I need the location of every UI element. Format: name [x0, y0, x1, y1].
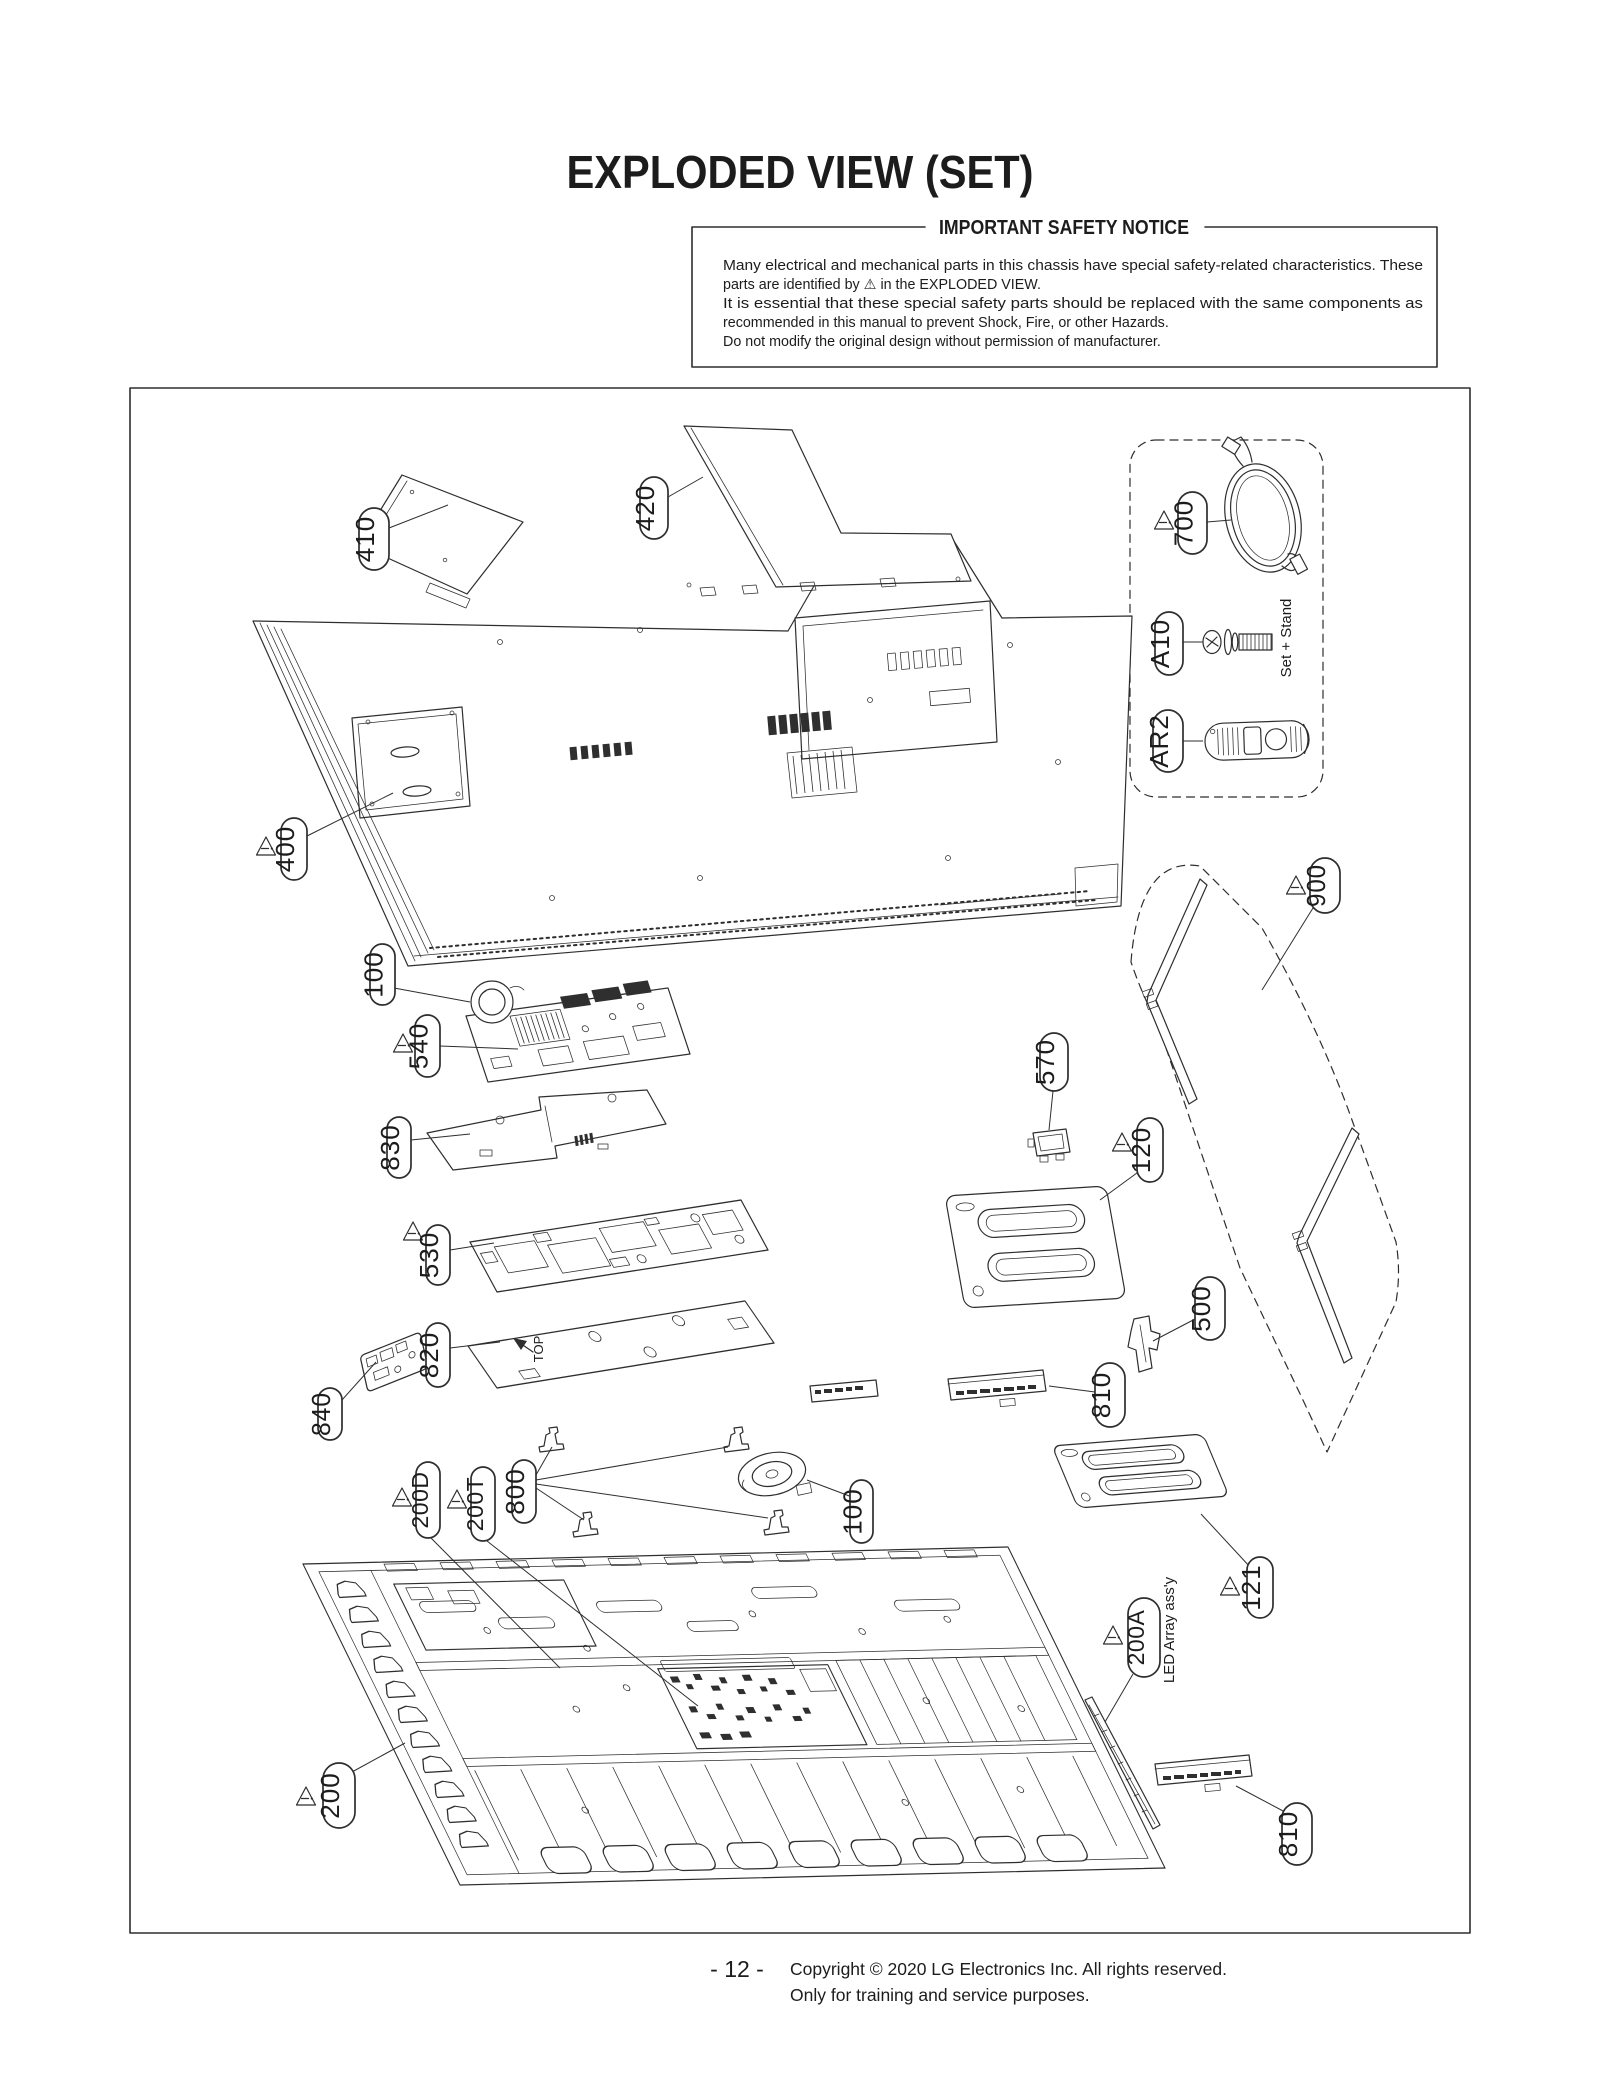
callout-100-fan-label: 100 — [837, 1488, 868, 1535]
callout-120-label: 120 — [1126, 1126, 1156, 1174]
callout-ar2-label: AR2 — [1144, 714, 1174, 768]
warning-triangle-icon — [297, 1787, 316, 1805]
callout-820-label: 820 — [414, 1331, 444, 1379]
callout-100-fan — [838, 1480, 874, 1543]
callout-200 — [297, 1763, 356, 1828]
callout-900 — [1287, 858, 1341, 913]
callout-121-label: 121 — [1236, 1564, 1266, 1611]
callout-500-label: 500 — [1186, 1285, 1216, 1332]
remote-control-art — [1204, 720, 1309, 761]
cover-420-art — [684, 426, 971, 596]
callout-420-label: 420 — [630, 484, 660, 532]
callout-ar2 — [1144, 710, 1183, 772]
callout-840 — [306, 1388, 342, 1440]
callout-500 — [1186, 1277, 1225, 1340]
led-bar-810-bottom-art — [1155, 1755, 1252, 1792]
safety-notice-line5: Do not modify the original design without permission of manufacturer. — [723, 334, 1161, 350]
stand-art — [1131, 860, 1399, 1452]
callout-200a — [1104, 1576, 1179, 1683]
callout-410-label: 410 — [350, 515, 380, 563]
safety-notice-line1: Many electrical and mechanical parts in this chassis have special safety-related characteristics. These — [723, 258, 1424, 274]
stand-leg-left — [1142, 879, 1207, 1104]
main-board-art — [463, 978, 690, 1082]
safety-notice-line2: parts are identified by ⚠ in the EXPLODED VIEW. — [723, 277, 1041, 293]
callout-a10 — [1145, 612, 1183, 675]
callout-800-label: 800 — [500, 1468, 530, 1515]
callout-a10-label: A10 — [1145, 618, 1175, 669]
callout-200d-label: 200D — [407, 1471, 433, 1529]
safety-notice-heading: IMPORTANT SAFETY NOTICE — [939, 217, 1189, 239]
callout-121 — [1221, 1557, 1274, 1618]
top-marking: TOP — [531, 1335, 546, 1363]
callout-120 — [1113, 1118, 1164, 1182]
back-cover-art — [253, 538, 1132, 966]
screw-art — [1203, 630, 1272, 655]
callout-820 — [414, 1323, 450, 1387]
part-570-art — [1028, 1129, 1070, 1162]
callout-200d — [393, 1462, 441, 1538]
callout-530 — [404, 1222, 451, 1285]
callout-810-bottom-label: 810 — [1273, 1810, 1303, 1858]
led-bar-810-top-art — [948, 1370, 1046, 1407]
callout-810-top-label: 810 — [1086, 1371, 1116, 1419]
callout-200a-label: 200A — [1123, 1609, 1149, 1666]
callout-540 — [394, 1015, 441, 1077]
fan-art — [734, 1446, 812, 1501]
callout-200t-label: 200T — [462, 1476, 488, 1532]
callout-570 — [1030, 1033, 1068, 1091]
safety-notice-box — [692, 217, 1437, 367]
callout-800 — [500, 1460, 536, 1523]
callout-410 — [350, 508, 389, 570]
page-title: EXPLODED VIEW (SET) — [566, 146, 1034, 198]
callout-830 — [375, 1117, 411, 1178]
callout-700-label: 700 — [1168, 499, 1199, 547]
speaker-121-art — [1052, 1434, 1229, 1508]
stand-leg-right — [1292, 1128, 1359, 1363]
callout-830-label: 830 — [375, 1124, 405, 1171]
callout-530-label: 530 — [414, 1231, 444, 1279]
copyright-line2: Only for training and service purposes. — [790, 1985, 1090, 2005]
led-array-annotation: LED Array ass'y — [1161, 1576, 1178, 1684]
plate-820-art — [468, 1301, 774, 1388]
callout-100-main — [359, 944, 396, 1005]
shield-830-art — [427, 1090, 666, 1170]
callout-200-label: 200 — [315, 1772, 345, 1819]
warning-triangle-icon — [1104, 1626, 1123, 1644]
power-cord-art — [1214, 437, 1312, 580]
safety-notice-line3: It is essential that these special safety parts should be replaced with the same components as — [723, 296, 1423, 312]
copyright-line1: Copyright © 2020 LG Electronics Inc. All rights reserved. — [790, 1959, 1227, 1979]
footer — [710, 1956, 1227, 2005]
callout-420 — [630, 477, 668, 539]
speaker-120-art — [945, 1186, 1126, 1308]
callout-570-label: 570 — [1030, 1038, 1060, 1085]
callout-400 — [257, 818, 308, 880]
callout-100-main-label: 100 — [358, 951, 389, 998]
safety-notice-line4: recommended in this manual to prevent Shock, Fire, or other Hazards. — [723, 315, 1169, 331]
callout-900-label: 900 — [1301, 860, 1331, 907]
led-bar-810-left-art — [810, 1380, 878, 1402]
set-stand-label: Set + Stand — [1278, 598, 1295, 678]
callout-540-label: 540 — [403, 1022, 434, 1070]
panel-assembly-art — [303, 1547, 1165, 1885]
callout-400-label: 400 — [270, 825, 300, 873]
callout-840-label: 840 — [306, 1389, 336, 1436]
power-board-art — [470, 1200, 768, 1292]
page-number: - 12 - — [710, 1956, 764, 1982]
callout-810-top — [1086, 1363, 1125, 1427]
callout-200t — [448, 1467, 496, 1541]
bracket-500-art — [1128, 1316, 1160, 1372]
callout-810-bottom — [1273, 1803, 1312, 1865]
callout-700 — [1155, 492, 1208, 554]
